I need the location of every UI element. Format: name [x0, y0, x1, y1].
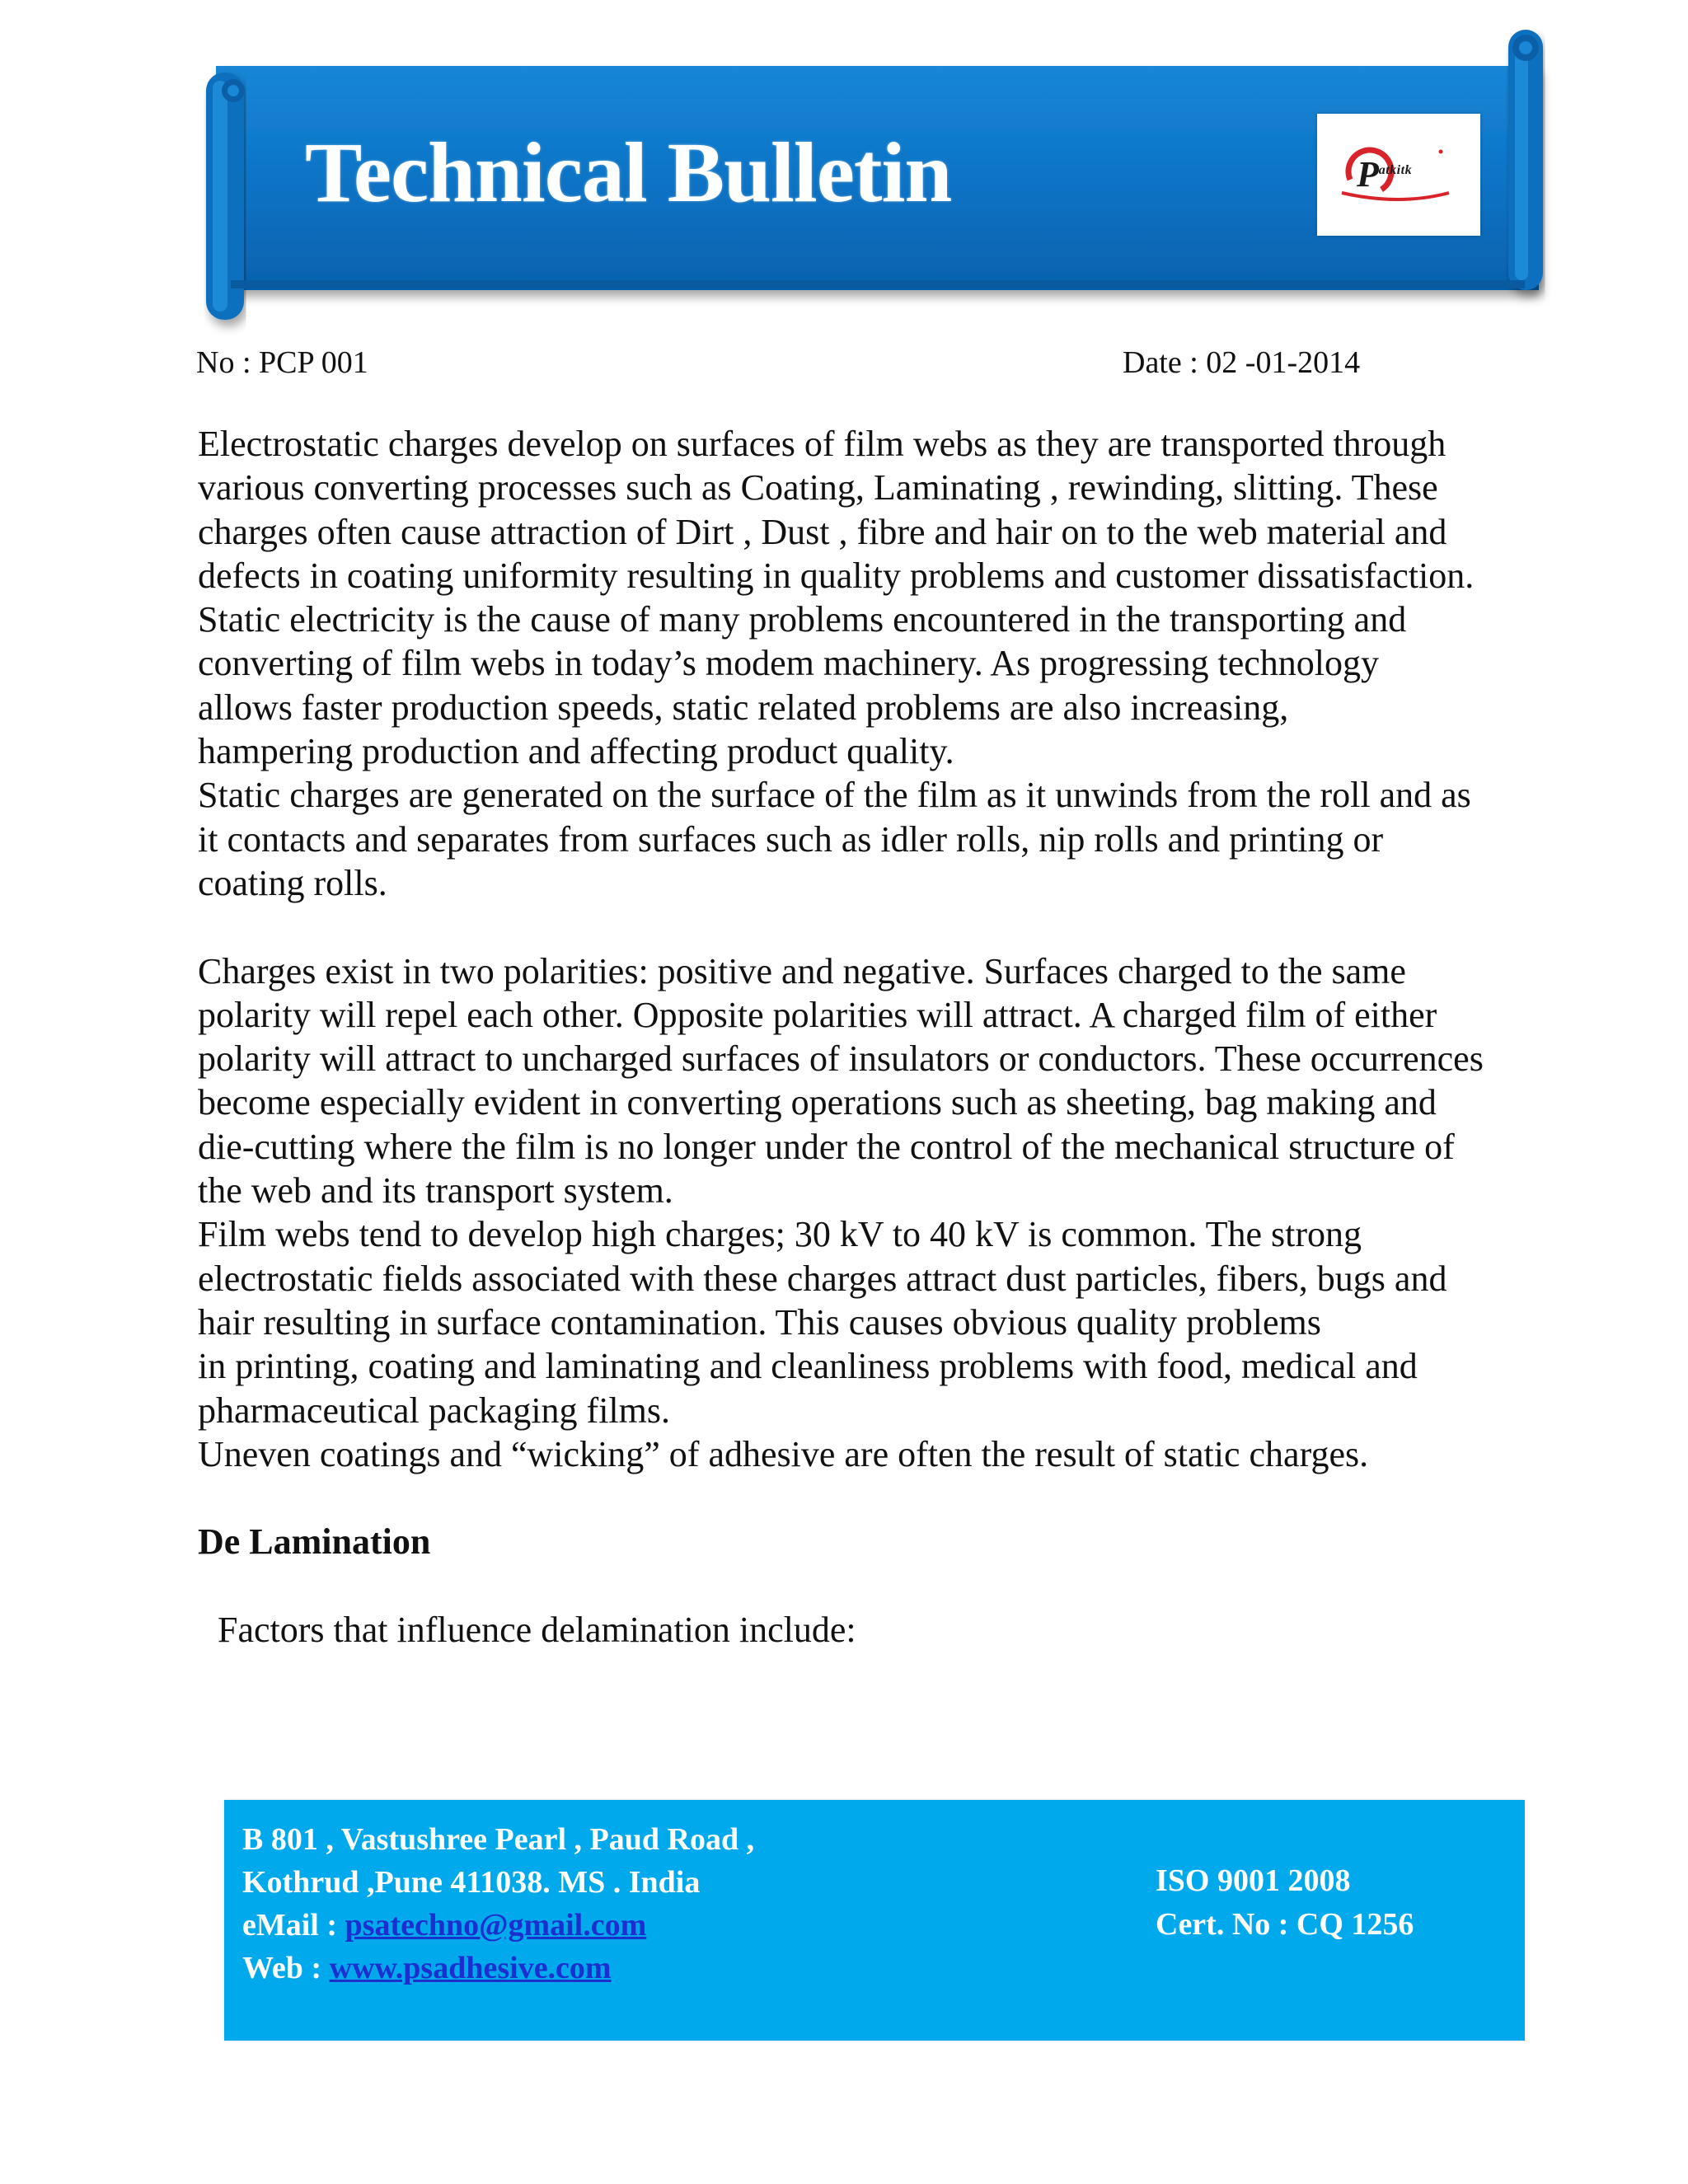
spacer [198, 905, 1566, 949]
body-line: the web and its transport system. [198, 1170, 673, 1212]
body-line: charges often cause attraction of Dirt , Dust , fibre and hair on to the web material and [198, 511, 1447, 552]
paragraph-2 [198, 949, 1566, 1477]
cert-number: Cert. No : CQ 1256 [1156, 1907, 1414, 1942]
body-line: Static electricity is the cause of many problems encountered in the transporting and [198, 599, 1407, 640]
body-line: pharmaceutical packaging films. [198, 1390, 670, 1431]
svg-text:P: P [1357, 154, 1379, 194]
web-link[interactable]: www.psadhesive.com [329, 1951, 612, 1985]
iso-standard: ISO 9001 2008 [1156, 1863, 1351, 1898]
certification [1156, 1859, 1414, 1947]
spacer [198, 1564, 1566, 1608]
body-line: Electrostatic charges develop on surfaces of film webs as they are transported through [198, 424, 1447, 464]
body-line: Film webs tend to develop high charges; 30 kV to 40 kV is common. The strong [198, 1214, 1362, 1255]
spacer [198, 1476, 1566, 1520]
address-line-2: Kothrud ,Pune 411038. MS . India [242, 1865, 701, 1900]
body-line: hampering production and affecting product quality. [198, 731, 954, 772]
bulletin-body [198, 422, 1566, 1652]
body-line: Charges exist in two polarities: positive and negative. Surfaces charged to the same [198, 950, 1406, 991]
body-line: electrostatic fields associated with these charges attract dust particles, fibers, bugs and [198, 1258, 1447, 1299]
body-line: defects in coating uniformity resulting in quality problems and customer dissatisfaction. [198, 555, 1475, 596]
email-label: eMail : [242, 1908, 345, 1943]
body-line: allows faster production speeds, static related problems are also increasing, [198, 687, 1289, 728]
contact-footer [224, 1800, 1525, 2041]
body-line: die-cutting where the film is no longer under the control of the mechanical structure of [198, 1126, 1455, 1167]
bulletin-number: No : PCP 001 [196, 345, 368, 380]
body-line: converting of film webs in today’s modem machinery. As progressing technology [198, 643, 1379, 684]
body-line: Uneven coatings and “wicking” of adhesive are often the result of static charges. [198, 1433, 1369, 1474]
web-label: Web : [242, 1951, 330, 1985]
contact-details [242, 1818, 754, 1990]
logo-text: ratkitk [1373, 163, 1413, 177]
body-line: it contacts and separates from surfaces such as idler rolls, nip rolls and printing or [198, 818, 1384, 860]
bulletin-date: Date : 02 -01-2014 [1123, 345, 1361, 380]
email-row [242, 1904, 754, 1947]
body-line: become especially evident in converting operations such as sheeting, bag making and [198, 1082, 1437, 1123]
paragraph-1 [198, 422, 1566, 905]
address-line-1: B 801 , Vastushree Pearl , Paud Road , [242, 1822, 755, 1857]
bulletin-title: Technical Bulletin [305, 125, 952, 220]
body-line: Static charges are generated on the surface of the film as it unwinds from the roll and as [198, 775, 1471, 816]
body-line: polarity will repel each other. Opposite polarities will attract. A charged film of either [198, 994, 1437, 1035]
body-line: coating rolls. [198, 862, 387, 903]
body-line: hair resulting in surface contamination. This causes obvious quality problems [198, 1301, 1321, 1343]
company-logo [1317, 114, 1480, 236]
email-link[interactable]: psatechno@gmail.com [345, 1908, 647, 1943]
factors-intro: Factors that influence delamination include: [218, 1610, 856, 1651]
body-line: in printing, coating and laminating and cleanliness problems with food, medical and [198, 1346, 1418, 1387]
body-line: polarity will attract to uncharged surfaces of insulators or conductors. These occurrences [198, 1038, 1484, 1080]
section-heading: De Lamination [198, 1521, 431, 1563]
web-row [242, 1947, 754, 1990]
body-line: various converting processes such as Coating, Laminating , rewinding, slitting. These [198, 467, 1438, 509]
